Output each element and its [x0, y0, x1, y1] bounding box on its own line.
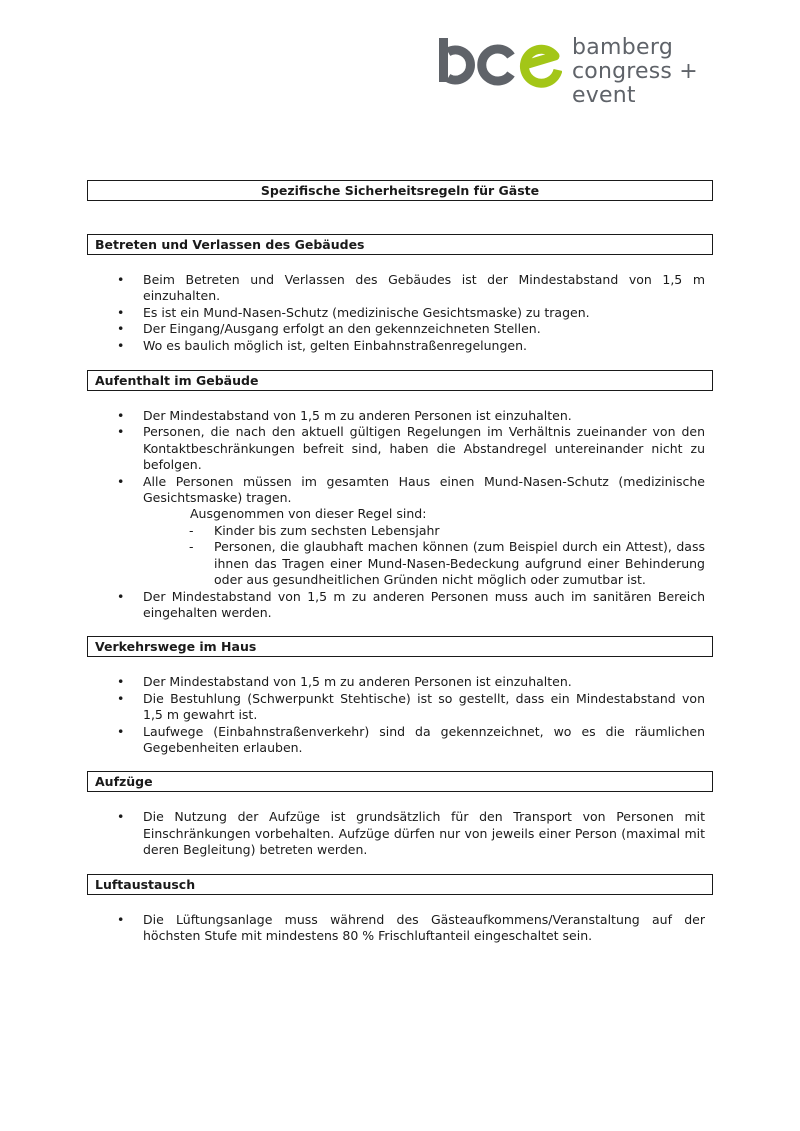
list-item: • Der Mindestabstand von 1,5 m zu anderen Personen muss auch im sanitären Bereich eingehalten werden. — [87, 589, 713, 622]
bcc-logo-mark-icon — [437, 34, 562, 90]
section-heading-luftaustausch: Luftaustausch — [87, 874, 713, 895]
logo-line-congress-event: congress + event — [572, 59, 698, 108]
section-list-betreten — [87, 272, 713, 354]
list-item: • Die Nutzung der Aufzüge ist grundsätzlich für den Transport von Personen mit Einschränkungen vorbehalten. Aufzüge dürfen nur von jeweils einer Person (maximal mit deren Begleitung) betreten werden. — [87, 809, 713, 858]
section-list-aufzuege — [87, 809, 713, 858]
exception-list — [143, 523, 705, 589]
exception-item: - Personen, die glaubhaft machen können (zum Beispiel durch ein Attest), dass ihnen das Tragen einer Mund-Nasen-Bedeckung aufgrund einer Behinderung oder aus gesundheitlichen Gründen nicht möglich oder zumutbar ist. — [143, 539, 705, 588]
exception-item: - Kinder bis zum sechsten Lebensjahr — [143, 523, 705, 539]
list-item: • Der Mindestabstand von 1,5 m zu anderen Personen ist einzuhalten. — [87, 674, 713, 690]
section-heading-aufenthalt: Aufenthalt im Gebäude — [87, 370, 713, 391]
list-item: • Der Mindestabstand von 1,5 m zu anderen Personen ist einzuhalten. — [87, 408, 713, 424]
section-list-luftaustausch — [87, 912, 713, 945]
logo-wordmark — [572, 36, 767, 108]
document-body — [87, 180, 713, 944]
list-item: • Es ist ein Mund-Nasen-Schutz (medizinische Gesichtsmaske) zu tragen. — [87, 305, 713, 321]
logo-line-bamberg: bamberg — [572, 35, 674, 60]
section-list-aufenthalt — [87, 408, 713, 621]
list-item: • Personen, die nach den aktuell gültigen Regelungen im Verhältnis zueinander von den Kontaktbeschränkungen befreit sind, haben die Abstandregel untereinander nicht zu befolgen. — [87, 424, 713, 473]
list-item: • Die Lüftungsanlage muss während des Gästeaufkommens/Veranstaltung auf der höchsten Stufe mit mindestens 80 % Frischluftanteil eingeschaltet sein. — [87, 912, 713, 945]
section-heading-betreten: Betreten und Verlassen des Gebäudes — [87, 234, 713, 255]
section-heading-verkehrswege: Verkehrswege im Haus — [87, 636, 713, 657]
document-title: Spezifische Sicherheitsregeln für Gäste — [87, 180, 713, 201]
list-item — [87, 474, 713, 589]
list-item: • Wo es baulich möglich ist, gelten Einbahnstraßenregelungen. — [87, 338, 713, 354]
list-item: • Der Eingang/Ausgang erfolgt an den gekennzeichneten Stellen. — [87, 321, 713, 337]
section-list-verkehrswege — [87, 674, 713, 756]
list-item-text: Alle Personen müssen im gesamten Haus einen Mund-Nasen-Schutz (medizinische Gesichtsmaske) tragen. — [143, 473, 705, 506]
list-item: • Beim Betreten und Verlassen des Gebäudes ist der Mindestabstand von 1,5 m einzuhalten. — [87, 272, 713, 305]
list-item: • Laufwege (Einbahnstraßenverkehr) sind da gekennzeichnet, wo es die räumlichen Gegebenheiten erlauben. — [87, 724, 713, 757]
bcc-logo — [437, 34, 767, 108]
section-heading-aufzuege: Aufzüge — [87, 771, 713, 792]
exception-intro: Ausgenommen von dieser Regel sind: — [190, 506, 427, 522]
list-item: • Die Bestuhlung (Schwerpunkt Stehtische) ist so gestellt, dass ein Mindestabstand von 1,5 m gewahrt ist. — [87, 691, 713, 724]
